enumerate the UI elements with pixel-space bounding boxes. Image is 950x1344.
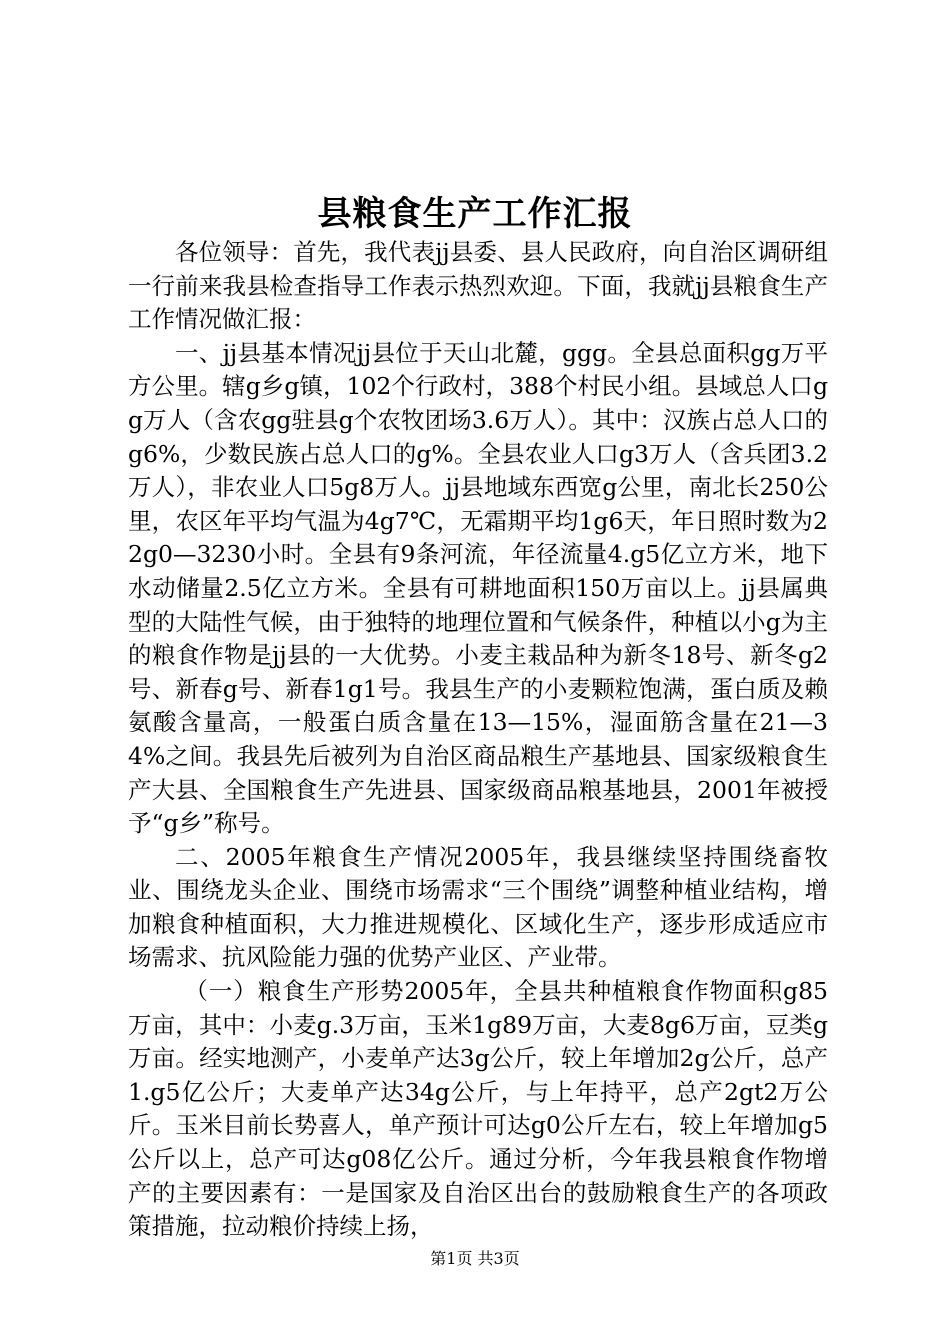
page-number-footer: 第1页 共3页: [430, 1249, 520, 1268]
paragraph-greeting: 各位领导：首先，我代表jj县委、县人民政府，向自治区调研组一行前来我县检查指导工作表示热烈欢迎。下面，我就jj县粮食生产工作情况做汇报：: [128, 238, 828, 334]
paragraph-basic-info: 一、jj县基本情况jj县位于天山北麓，ggg。全县总面积gg万平方公里。辖g乡g镇，102个行政村，388个村民小组。县域总人口gg万人（含农gg驻县g个农牧团场3.6万人）。其中：汉族占总人口的g6%，少数民族占总人口的g%。全县农业人口g3万人（含兵团3.2万人），非农业人口5g8万人。jj县地域东西宽g公里，南北长250公里，农区年平均气温为4g7℃，无霜期平均1g6天，年日照时数为22g0—3230小时。全县有9条河流，年径流量4.g5亿立方米，地下水动储量2.5亿立方米。全县有可耕地面积150万亩以上。jj县属典型的大陆性气候，由于独特的地理位置和气候条件，种植以小g为主的粮食作物是jj县的一大优势。小麦主栽品种为新冬18号、新冬g2号、新春g号、新春1g1号。我县生产的小麦颗粒饱满，蛋白质及赖氨酸含量高，一般蛋白质含量在13—15%，湿面筋含量在21—34%之间。我县先后被列为自治区商品粮生产基地县、国家级粮食生产大县、全国粮食生产先进县、国家级商品粮基地县，2001年被授予“g乡”称号。: [128, 338, 828, 838]
paragraph-production-situation: （一）粮食生产形势2005年，全县共种植粮食作物面积g85万亩，其中：小麦g.3万亩，玉米1g89万亩，大麦8g6万亩，豆类g万亩。经实地测产，小麦单产达3g公斤，较上年增加2g公斤，总产1.g5亿公斤；大麦单产达34g公斤，与上年持平，总产2gt2万公斤。玉米目前长势喜人，单产预计可达g0公斤左右，较上年增加g5公斤以上，总产可达g08亿公斤。通过分析，今年我县粮食作物增产的主要因素有：一是国家及自治区出台的鼓励粮食生产的各项政策措施，拉动粮价持续上扬，: [128, 977, 828, 1241]
document-body: [128, 236, 828, 1244]
document-title: 县粮食生产工作汇报: [317, 194, 633, 234]
paragraph-production-2005: 二、2005年粮食生产情况2005年，我县继续坚持围绕畜牧业、围绕龙头企业、围绕市场需求“三个围绕”调整种植业结构，增加粮食种植面积，大力推进规模化、区域化生产，逐步形成适应市场需求、抗风险能力强的优势产业区、产业带。: [128, 842, 828, 972]
